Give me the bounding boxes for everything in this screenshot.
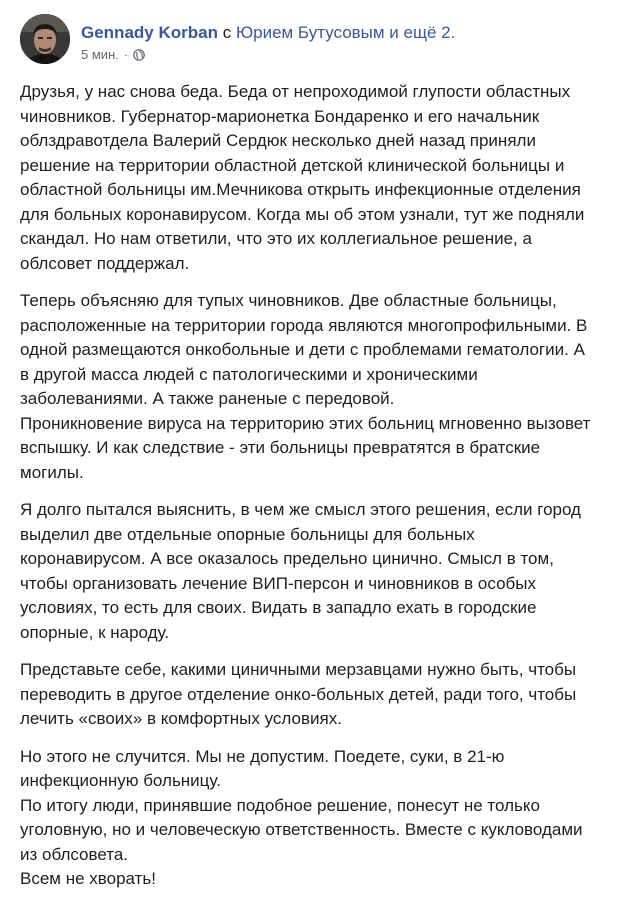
post-paragraph [20, 289, 612, 485]
paragraph-line: расположенные на территории города являются многопрофильными. В [20, 315, 588, 335]
paragraph-line: переводить в другое отделение онко-больных детей, ради того, чтобы [20, 684, 577, 704]
tagged-people[interactable]: Юрием Бутусовым и ещё 2. [235, 23, 456, 42]
paragraph-line: заболеваниями. А также раненые с передовой. [20, 389, 395, 408]
paragraph-line: Всем не хворать! [20, 869, 156, 888]
paragraph-line: По итогу люди, принявшие подобное решение, понесут не только [20, 795, 540, 815]
paragraph-line: Я долго пытался выяснить, в чем же смысл этого решения, если город [20, 500, 581, 519]
paragraph-line: для больных коронавирусом. Когда мы об этом узнали, тут же подняли [20, 204, 585, 224]
tag-connector: с [222, 23, 232, 42]
avatar-photo [20, 14, 70, 64]
paragraph-line: скандал. Но нам ответили, что это их коллегиальное решение, а [20, 229, 532, 248]
post-paragraph [20, 498, 612, 645]
author-line [81, 22, 455, 44]
post-paragraph [20, 80, 612, 276]
paragraph-line: лечить «своих» в комфортных условиях. [20, 709, 342, 728]
post-body [20, 80, 612, 905]
paragraph-line: решение на территории областной детской клинической больницы и [20, 155, 565, 175]
paragraph-line: Друзья, у нас снова беда. Беда от непроходимой глупости областных [20, 82, 571, 101]
paragraph-line: областной больницы им.Мечникова открыть инфекционные отделения [20, 180, 581, 199]
post-timestamp[interactable]: 5 мин. [81, 47, 119, 62]
paragraph-line: Но этого не случится. Мы не допустим. Поедете, суки, в 21-ю [20, 746, 505, 766]
author-name[interactable]: Gennady Korban [81, 23, 218, 42]
paragraph-line: из облсовета. [20, 844, 129, 864]
paragraph-line: Представьте себе, какими циничными мерзавцами нужно быть, чтобы [20, 660, 577, 679]
paragraph-line: одной размещаются онкобольные и дети с проблемами гематологии. А [20, 340, 585, 359]
paragraph-line: опорные, к народу. [20, 622, 170, 642]
post-meta [81, 47, 145, 63]
paragraph-line: уголовную, но и человеческую ответственность. Вместе с кукловодами [20, 820, 583, 839]
post-paragraph [20, 658, 612, 732]
paragraph-line: Теперь объясняю для тупых чиновников. Две областные больницы, [20, 291, 557, 310]
paragraph-line: Проникновение вируса на территорию этих больниц мгновенно вызовет [20, 413, 591, 433]
paragraph-line: условиях, то есть для своих. Видать в западло ехать в городские [20, 598, 537, 617]
globe-icon[interactable] [133, 49, 145, 61]
meta-separator: · [123, 47, 129, 62]
paragraph-line: вспышку. И как следствие - эти больницы превратятся в братские [20, 438, 541, 457]
avatar[interactable] [20, 14, 70, 64]
post-header [20, 14, 610, 66]
paragraph-line: в другой масса людей с патологическими и хроническими [20, 364, 478, 384]
post-paragraph [20, 745, 612, 892]
paragraph-line: коронавирусом. А все оказалось предельно цинично. Смысл в том, [20, 549, 554, 568]
paragraph-line: чтобы организовать лечение ВИП-персон и чиновников в особых [20, 573, 536, 593]
paragraph-line: облздравотдела Валерий Сердюк несколько дней назад приняли [20, 131, 536, 150]
paragraph-line: могилы. [20, 462, 84, 482]
paragraph-line: чиновников. Губернатор-марионетка Бондаренко и его начальник [20, 106, 540, 126]
paragraph-line: выделил две отдельные опорные больницы для больных [20, 524, 475, 544]
paragraph-line: инфекционную больницу. [20, 771, 221, 790]
paragraph-line: облсовет поддержал. [20, 253, 190, 273]
